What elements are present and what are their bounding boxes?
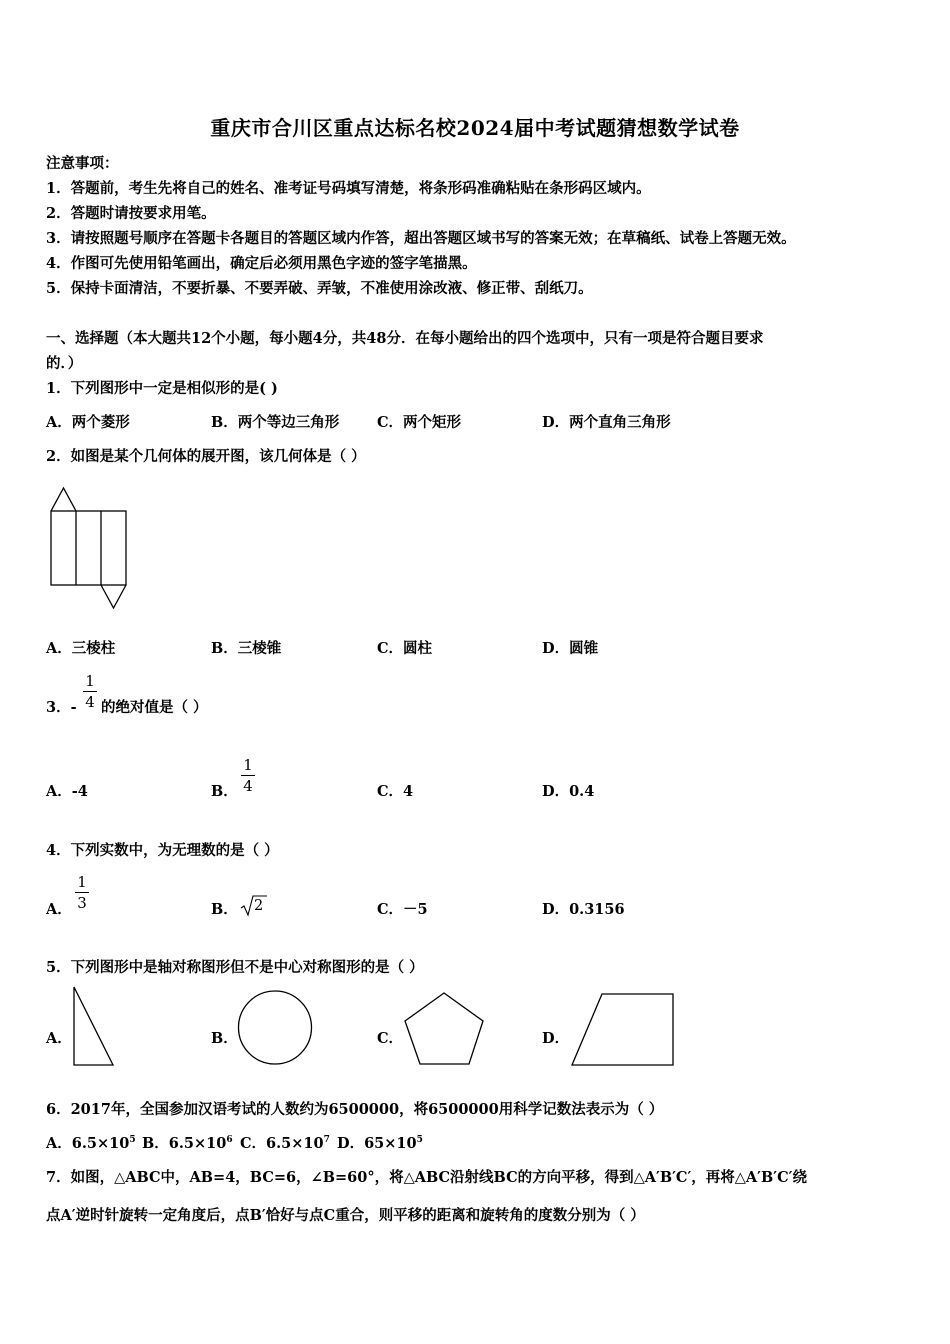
q3-option-a: A．-4 <box>46 783 88 800</box>
q5-option-d: D． <box>542 1030 570 1047</box>
q1-stem: 1．下列图形中一定是相似形的是( ) <box>46 380 278 397</box>
trapezoid-shape <box>570 992 676 1068</box>
q6-option-a-base: A．6.5×10 <box>46 1135 130 1152</box>
q6-option-b <box>142 1132 233 1153</box>
q4-option-a-fraction <box>75 873 89 912</box>
net-bottom-triangle <box>101 585 126 608</box>
notice-item-4: 4．作图可先使用铅笔画出，确定后必须用黑色字迹的签字笔描黑。 <box>46 255 477 272</box>
q6-option-c-exponent: 7 <box>323 1135 330 1146</box>
q6-option-b-exponent: 6 <box>226 1135 233 1146</box>
q1-option-d: D．两个直角三角形 <box>542 414 671 431</box>
q3-suffix: 的绝对值是（ ） <box>101 699 208 716</box>
q2-option-d: D．圆锥 <box>542 640 599 657</box>
q4-option-a-label: A． <box>46 901 72 918</box>
notice-item-3: 3．请按照题号顺序在答题卡各题目的答题区域内作答，超出答题区域书写的答案无效；在草稿纸、试卷上答题无效。 <box>46 230 796 247</box>
q3-option-d: D．0.4 <box>542 783 595 800</box>
q3-option-b-fraction <box>241 756 255 795</box>
q4-option-a-denominator: 3 <box>77 894 87 912</box>
q7-stem-line1: 7．如图，△ABC中，AB=4，BC=6，∠B=60°，将△ABC沿射线BC的方向平移，得到△A′B′C′，再将△A′B′C′绕 <box>46 1169 807 1186</box>
fraction-bar <box>83 691 97 692</box>
notice-item-1: 1．答题前，考生先将自己的姓名、准考证号码填写清楚，将条形码准确粘贴在条形码区域内。 <box>46 180 651 197</box>
page-title: 重庆市合川区重点达标名校2024届中考试题猜想数学试卷 <box>210 116 740 140</box>
q3-prefix: 3．- <box>46 699 77 716</box>
q4-option-a-numerator: 1 <box>77 873 87 891</box>
q6-option-a-exponent: 5 <box>129 1135 136 1146</box>
q2-option-a: A．三棱柱 <box>46 640 116 657</box>
fraction-bar <box>75 892 89 893</box>
q6-stem: 6．2017年，全国参加汉语考试的人数约为6500000，将6500000用科学记数法表示为（ ） <box>46 1101 664 1118</box>
q4-option-b-radicand: 2 <box>254 898 264 914</box>
q3-fraction-numerator: 1 <box>85 672 95 690</box>
q6-option-d <box>337 1132 423 1153</box>
q3-fraction-denominator: 4 <box>85 693 95 711</box>
q6-option-c <box>240 1132 330 1153</box>
q3-option-c: C．4 <box>377 783 414 800</box>
section-heading-line1: 一、选择题（本大题共12个小题，每小题4分，共48分．在每小题给出的四个选项中，只有一项是符合题目要求 <box>46 330 764 347</box>
fraction-bar <box>241 775 255 776</box>
net-rectangles <box>51 511 126 585</box>
q4-option-d: D．0.3156 <box>542 901 625 918</box>
circle-shape <box>236 989 316 1067</box>
q2-option-b: B．三棱锥 <box>211 640 282 657</box>
section-heading-line2: 的．） <box>46 355 83 372</box>
pentagon-shape <box>403 991 487 1067</box>
q6-option-c-base: C．6.5×10 <box>240 1135 324 1152</box>
net-top-triangle <box>51 488 76 511</box>
q6-option-d-exponent: 5 <box>416 1135 423 1146</box>
q7-stem-line2: 点A′逆时针旋转一定角度后，点B′恰好与点C重合，则平移的距离和旋转角的度数分别为（ ） <box>46 1207 645 1224</box>
q4-stem: 4．下列实数中，为无理数的是（ ） <box>46 842 279 859</box>
q2-option-c: C．圆柱 <box>377 640 433 657</box>
q3-option-b-denominator: 4 <box>243 777 253 795</box>
q5-option-c: C． <box>377 1030 404 1047</box>
q2-stem: 2．如图是某个几何体的展开图，该几何体是（ ） <box>46 448 366 465</box>
prism-net-figure <box>45 485 135 613</box>
q5-option-a: A． <box>46 1030 72 1047</box>
q4-option-c: C．－5 <box>377 901 428 918</box>
notice-item-5: 5．保持卡面清洁，不要折暴、不要弄破、弄皱，不准使用涂改液、修正带、刮纸刀。 <box>46 280 593 297</box>
q1-option-a: A．两个菱形 <box>46 414 130 431</box>
notice-item-2: 2．答题时请按要求用笔。 <box>46 205 216 222</box>
q6-option-d-base: D．65×10 <box>337 1135 417 1152</box>
right-triangle-shape <box>70 984 116 1068</box>
q6-option-a <box>46 1132 136 1153</box>
q3-option-b-numerator: 1 <box>243 756 253 774</box>
q1-option-b: B．两个等边三角形 <box>211 414 340 431</box>
q3-fraction <box>83 672 97 711</box>
q5-option-b: B． <box>211 1030 238 1047</box>
notice-heading: 注意事项： <box>46 155 119 172</box>
q4-option-b-label: B． <box>211 901 238 918</box>
q3-option-b-label: B． <box>211 783 238 800</box>
q1-option-c: C．两个矩形 <box>377 414 462 431</box>
q6-option-b-base: B．6.5×10 <box>142 1135 227 1152</box>
q5-stem: 5．下列图形中是轴对称图形但不是中心对称图形的是（ ） <box>46 959 424 976</box>
